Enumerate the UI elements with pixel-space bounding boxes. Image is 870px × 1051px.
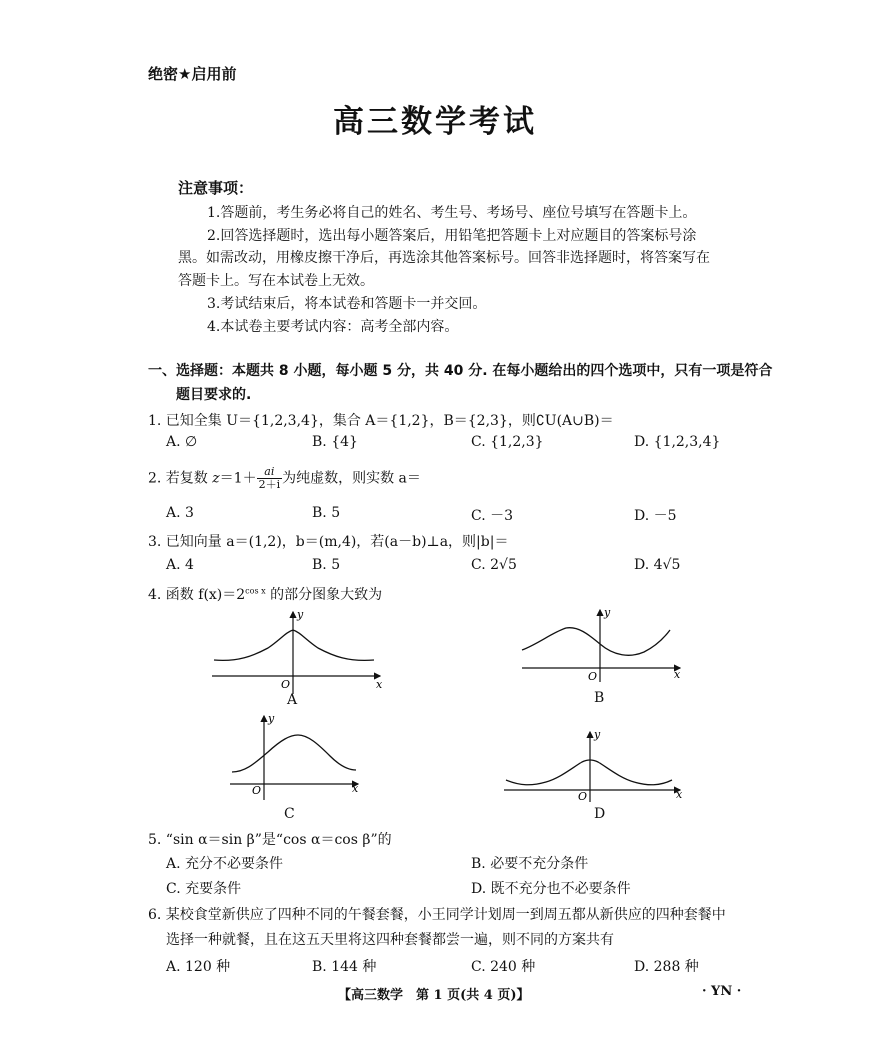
graph-b-x-label: x	[674, 668, 681, 681]
q3-option-d: D. 4√5	[634, 557, 681, 573]
graph-b	[518, 604, 688, 688]
q6-option-b: B. 144 种	[312, 959, 377, 975]
q4-exponent: cos x	[245, 586, 266, 596]
question-6-stem: 6. 某校食堂新供应了四种不同的午餐套餐，小王同学计划周一到周五都从新供应的四种套餐中	[148, 907, 726, 923]
q2-option-a: A. 3	[166, 505, 194, 521]
q4-stem-pre: 4. 函数 f(x)＝2	[148, 587, 246, 603]
graph-c-x-label: x	[352, 782, 359, 795]
section-heading-cont: 题目要求的.	[176, 387, 252, 403]
confidential-mark: 绝密★启用前	[148, 65, 237, 83]
q3-option-b: B. 5	[312, 557, 341, 573]
graph-d-curve	[506, 760, 672, 785]
graph-a-x-label: x	[376, 678, 383, 691]
q2-option-d: D. －5	[634, 508, 677, 524]
notice-item-2-end: 答题卡上。写在本试卷上无效。	[178, 273, 374, 289]
question-3-stem: 3. 已知向量 a＝(1,2)，b＝(m,4)，若(a－b)⊥a，则|b|＝	[148, 534, 509, 550]
q1-option-d: D. {1,2,3,4}	[634, 434, 721, 450]
page-footer: 【高三数学 第 1 页(共 4 页)】	[338, 988, 530, 1003]
q2-stem-post: 为纯虚数，则实数 a＝	[282, 470, 421, 487]
graph-d-label: D	[594, 806, 606, 822]
q2-option-c: C. －3	[471, 508, 514, 524]
section-heading: 一、选择题：本题共 8 小题，每小题 5 分，共 40 分. 在每小题给出的四个选项中，只有一项是符合	[148, 363, 773, 379]
q1-option-a: A. ∅	[166, 434, 198, 450]
notice-item-2: 2.回答选择题时，选出每小题答案后，用铅笔把答题卡上对应题目的答案标号涂	[207, 228, 697, 244]
q2-stem-pre: 2. 若复数	[148, 470, 213, 487]
graph-a	[208, 604, 388, 704]
question-2-stem	[148, 466, 421, 491]
q5-option-b: B. 必要不充分条件	[471, 856, 589, 872]
q2-eq: ＝1＋	[219, 470, 257, 487]
graph-b-label: B	[594, 690, 605, 706]
q6-option-d: D. 288 种	[634, 959, 699, 975]
notice-item-4: 4.本试卷主要考试内容：高考全部内容。	[207, 319, 459, 335]
footer-code: · YN ·	[702, 984, 742, 999]
graph-d	[500, 728, 688, 804]
graph-d-y-label: y	[594, 728, 601, 741]
exam-title: 高三数学考试	[333, 104, 537, 140]
q3-option-c: C. 2√5	[471, 557, 517, 573]
q2-numerator: ai	[257, 466, 283, 479]
q1-option-c: C. {1,2,3}	[471, 434, 544, 450]
graph-c	[226, 710, 366, 806]
graph-c-origin: O	[252, 784, 262, 797]
question-5-stem: 5. “sin α＝sin β”是“cos α＝cos β”的	[148, 832, 392, 848]
question-1-stem: 1. 已知全集 U＝{1,2,3,4}，集合 A＝{1,2}，B＝{2,3}，则∁U(A∪B)＝	[148, 413, 614, 429]
q1-option-b: B. {4}	[312, 434, 358, 450]
graph-c-curve	[232, 735, 356, 772]
graph-d-x-label: x	[676, 788, 683, 801]
question-4-stem	[148, 584, 382, 604]
graph-a-curve	[214, 630, 374, 660]
q5-option-d: D. 既不充分也不必要条件	[471, 881, 631, 897]
graph-b-curve	[522, 628, 670, 656]
graph-c-y-label: y	[268, 712, 275, 725]
q2-fraction	[257, 466, 283, 491]
graph-a-label: A	[287, 692, 298, 708]
graph-b-y-label: y	[604, 606, 611, 619]
q2-option-b: B. 5	[312, 505, 341, 521]
notice-item-1: 1.答题前，考生务必将自己的姓名、考生号、考场号、座位号填写在答题卡上。	[207, 205, 697, 221]
graph-d-origin: O	[578, 790, 588, 803]
graph-b-origin: O	[588, 670, 598, 683]
q2-var-z: z	[212, 470, 220, 487]
graph-a-origin: O	[281, 678, 291, 691]
q6-option-a: A. 120 种	[166, 959, 231, 975]
q5-option-c: C. 充要条件	[166, 881, 242, 897]
notice-heading: 注意事项：	[178, 179, 254, 197]
q6-option-c: C. 240 种	[471, 959, 536, 975]
q5-option-a: A. 充分不必要条件	[166, 856, 284, 872]
q4-stem-post: 的部分图象大致为	[265, 587, 383, 603]
notice-item-2-cont: 黑。如需改动，用橡皮擦干净后，再选涂其他答案标号。回答非选择题时，将答案写在	[178, 250, 710, 266]
graph-a-y-label: y	[297, 608, 304, 621]
notice-item-3: 3.考试结束后，将本试卷和答题卡一并交回。	[207, 296, 487, 312]
question-6-stem-cont: 选择一种就餐，且在这五天里将这四种套餐都尝一遍，则不同的方案共有	[166, 932, 614, 948]
graph-c-label: C	[284, 806, 295, 822]
q3-option-a: A. 4	[166, 557, 194, 573]
q2-denominator: 2＋i	[258, 478, 281, 491]
